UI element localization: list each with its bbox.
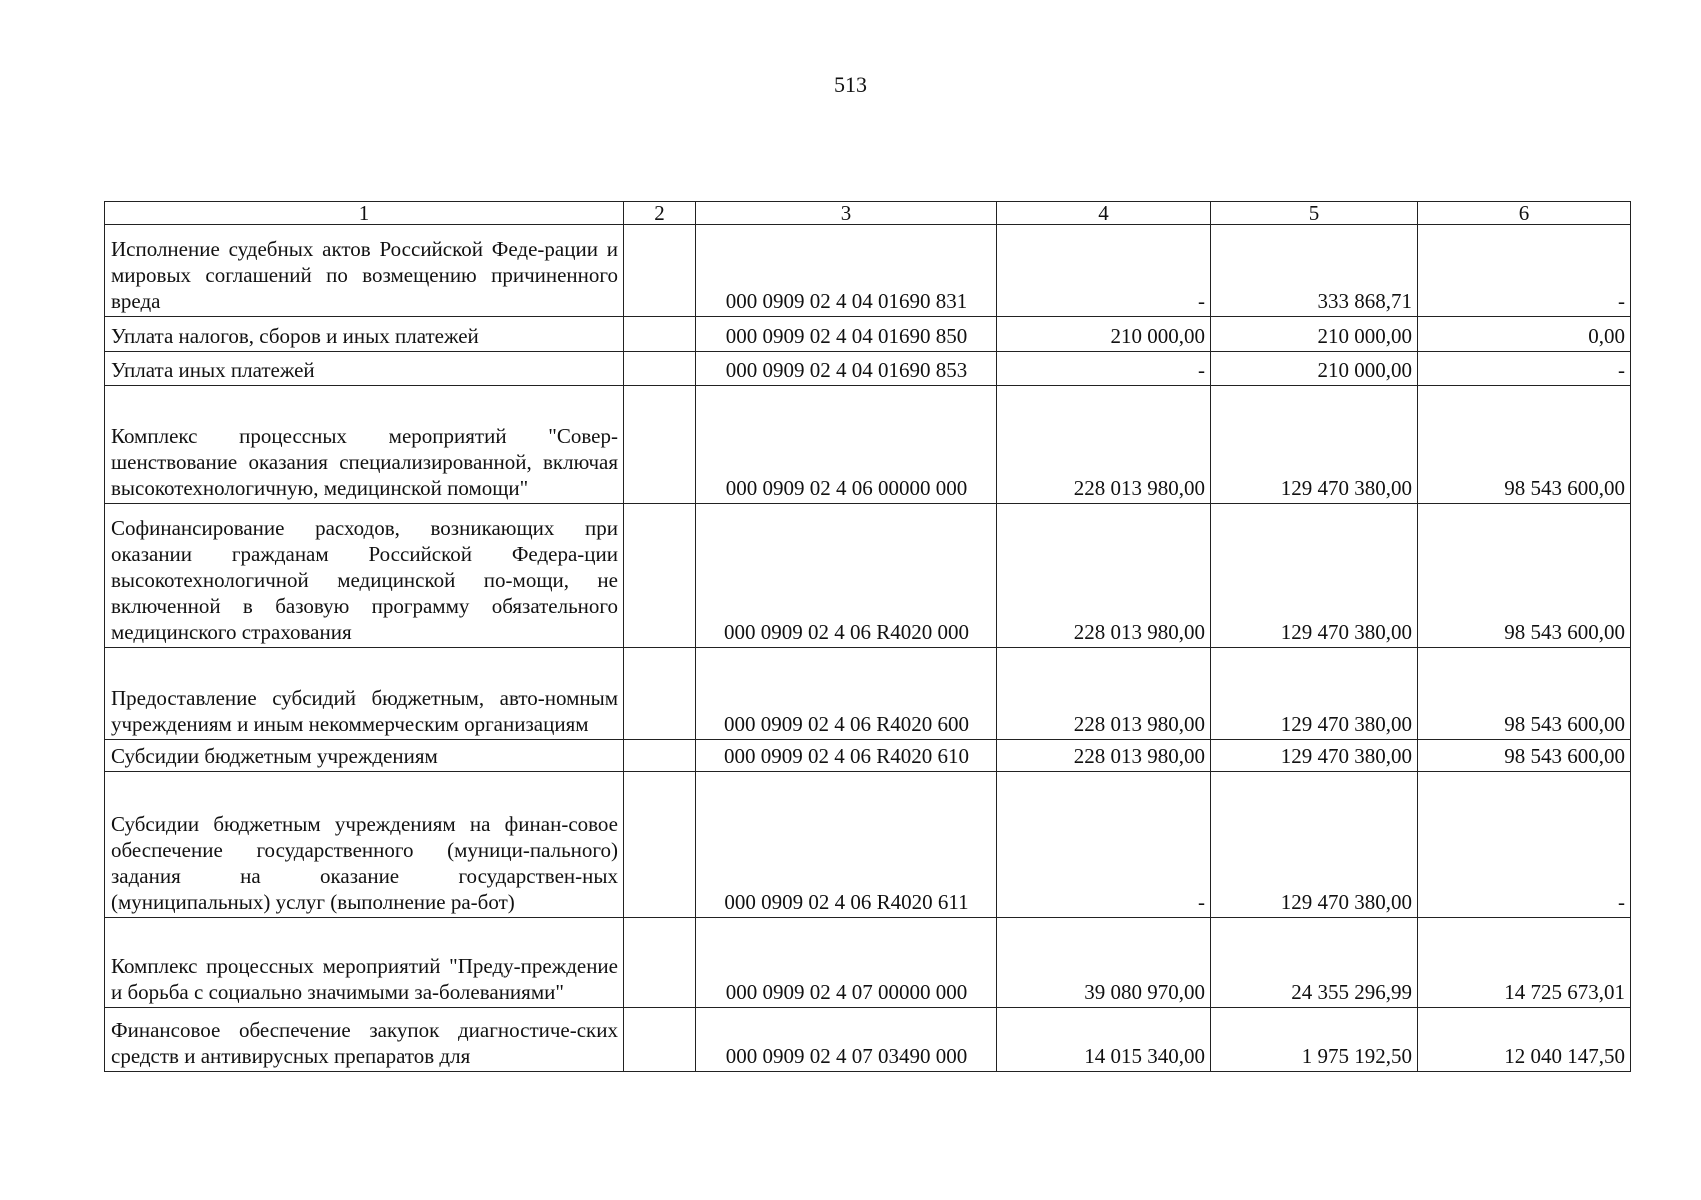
row-col5: 1 975 192,50 <box>1211 1008 1418 1072</box>
row-col4: 228 013 980,00 <box>997 386 1211 504</box>
row-col6: 98 543 600,00 <box>1418 504 1631 648</box>
table-row <box>105 225 1631 317</box>
column-header: 1 <box>105 202 624 225</box>
row-name: Субсидии бюджетным учреждениям <box>105 740 624 772</box>
column-header: 3 <box>696 202 997 225</box>
row-name: Комплекс процессных мероприятий "Совер-шенствование оказания специализированной, включая высокотехнологичную, медицинской помощи" <box>105 386 624 504</box>
row-col6: - <box>1418 772 1631 918</box>
row-col6: 98 543 600,00 <box>1418 648 1631 740</box>
row-col4: 210 000,00 <box>997 317 1211 352</box>
row-col2 <box>624 772 696 918</box>
row-code: 000 0909 02 4 06 R4020 611 <box>696 772 997 918</box>
row-col5: 129 470 380,00 <box>1211 772 1418 918</box>
column-header: 2 <box>624 202 696 225</box>
row-col5: 24 355 296,99 <box>1211 918 1418 1008</box>
row-code: 000 0909 02 4 07 03490 000 <box>696 1008 997 1072</box>
row-col5: 129 470 380,00 <box>1211 386 1418 504</box>
row-name: Финансовое обеспечение закупок диагностиче-ских средств и антивирусных препаратов для <box>105 1008 624 1072</box>
table-row <box>105 317 1631 352</box>
row-col4: 14 015 340,00 <box>997 1008 1211 1072</box>
row-name: Субсидии бюджетным учреждениям на финан-совое обеспечение государственного (муници-пального) задания на оказание государствен-ных (муниципальных) услуг (выполнение ра-бот) <box>105 772 624 918</box>
table-row <box>105 918 1631 1008</box>
column-header: 4 <box>997 202 1211 225</box>
row-name: Уплата иных платежей <box>105 352 624 386</box>
row-col6: - <box>1418 225 1631 317</box>
row-code: 000 0909 02 4 07 00000 000 <box>696 918 997 1008</box>
table-row <box>105 1008 1631 1072</box>
row-code: 000 0909 02 4 06 R4020 610 <box>696 740 997 772</box>
row-code: 000 0909 02 4 06 R4020 000 <box>696 504 997 648</box>
table-row <box>105 504 1631 648</box>
table-row <box>105 352 1631 386</box>
row-name: Комплекс процессных мероприятий "Преду-преждение и борьба с социально значимыми за-болеваниями" <box>105 918 624 1008</box>
row-col5: 129 470 380,00 <box>1211 740 1418 772</box>
row-col4: - <box>997 772 1211 918</box>
row-name: Софинансирование расходов, возникающих при оказании гражданам Российской Федера-ции высокотехнологичной медицинской по-мощи, не включенной в базовую программу обязательного медицинского страхования <box>105 504 624 648</box>
row-col5: 210 000,00 <box>1211 352 1418 386</box>
row-code: 000 0909 02 4 04 01690 831 <box>696 225 997 317</box>
row-col2 <box>624 740 696 772</box>
page-number: 513 <box>834 72 867 97</box>
row-col4: 39 080 970,00 <box>997 918 1211 1008</box>
row-col5: 129 470 380,00 <box>1211 648 1418 740</box>
row-col4: 228 013 980,00 <box>997 648 1211 740</box>
table-row <box>105 772 1631 918</box>
table-header-row <box>105 202 1631 225</box>
row-col4: 228 013 980,00 <box>997 504 1211 648</box>
row-col6: 14 725 673,01 <box>1418 918 1631 1008</box>
row-name: Исполнение судебных актов Российской Феде-рации и мировых соглашений по возмещению причиненного вреда <box>105 225 624 317</box>
column-header: 6 <box>1418 202 1631 225</box>
row-col2 <box>624 918 696 1008</box>
row-col2 <box>624 504 696 648</box>
row-col2 <box>624 386 696 504</box>
table-row <box>105 648 1631 740</box>
row-col2 <box>624 1008 696 1072</box>
row-col2 <box>624 648 696 740</box>
row-col4: - <box>997 225 1211 317</box>
row-col6: 98 543 600,00 <box>1418 386 1631 504</box>
row-code: 000 0909 02 4 06 00000 000 <box>696 386 997 504</box>
table-row <box>105 740 1631 772</box>
row-col2 <box>624 225 696 317</box>
row-col4: 228 013 980,00 <box>997 740 1211 772</box>
row-col4: - <box>997 352 1211 386</box>
column-header: 5 <box>1211 202 1418 225</box>
budget-table <box>104 201 1631 1072</box>
row-code: 000 0909 02 4 04 01690 850 <box>696 317 997 352</box>
row-name: Предоставление субсидий бюджетным, авто-номным учреждениям и иным некоммерческим организациям <box>105 648 624 740</box>
row-col5: 333 868,71 <box>1211 225 1418 317</box>
row-name: Уплата налогов, сборов и иных платежей <box>105 317 624 352</box>
row-col6: 98 543 600,00 <box>1418 740 1631 772</box>
row-code: 000 0909 02 4 04 01690 853 <box>696 352 997 386</box>
row-col6: 0,00 <box>1418 317 1631 352</box>
row-col2 <box>624 352 696 386</box>
table-row <box>105 386 1631 504</box>
row-col6: - <box>1418 352 1631 386</box>
row-col2 <box>624 317 696 352</box>
row-code: 000 0909 02 4 06 R4020 600 <box>696 648 997 740</box>
row-col5: 210 000,00 <box>1211 317 1418 352</box>
row-col5: 129 470 380,00 <box>1211 504 1418 648</box>
row-col6: 12 040 147,50 <box>1418 1008 1631 1072</box>
